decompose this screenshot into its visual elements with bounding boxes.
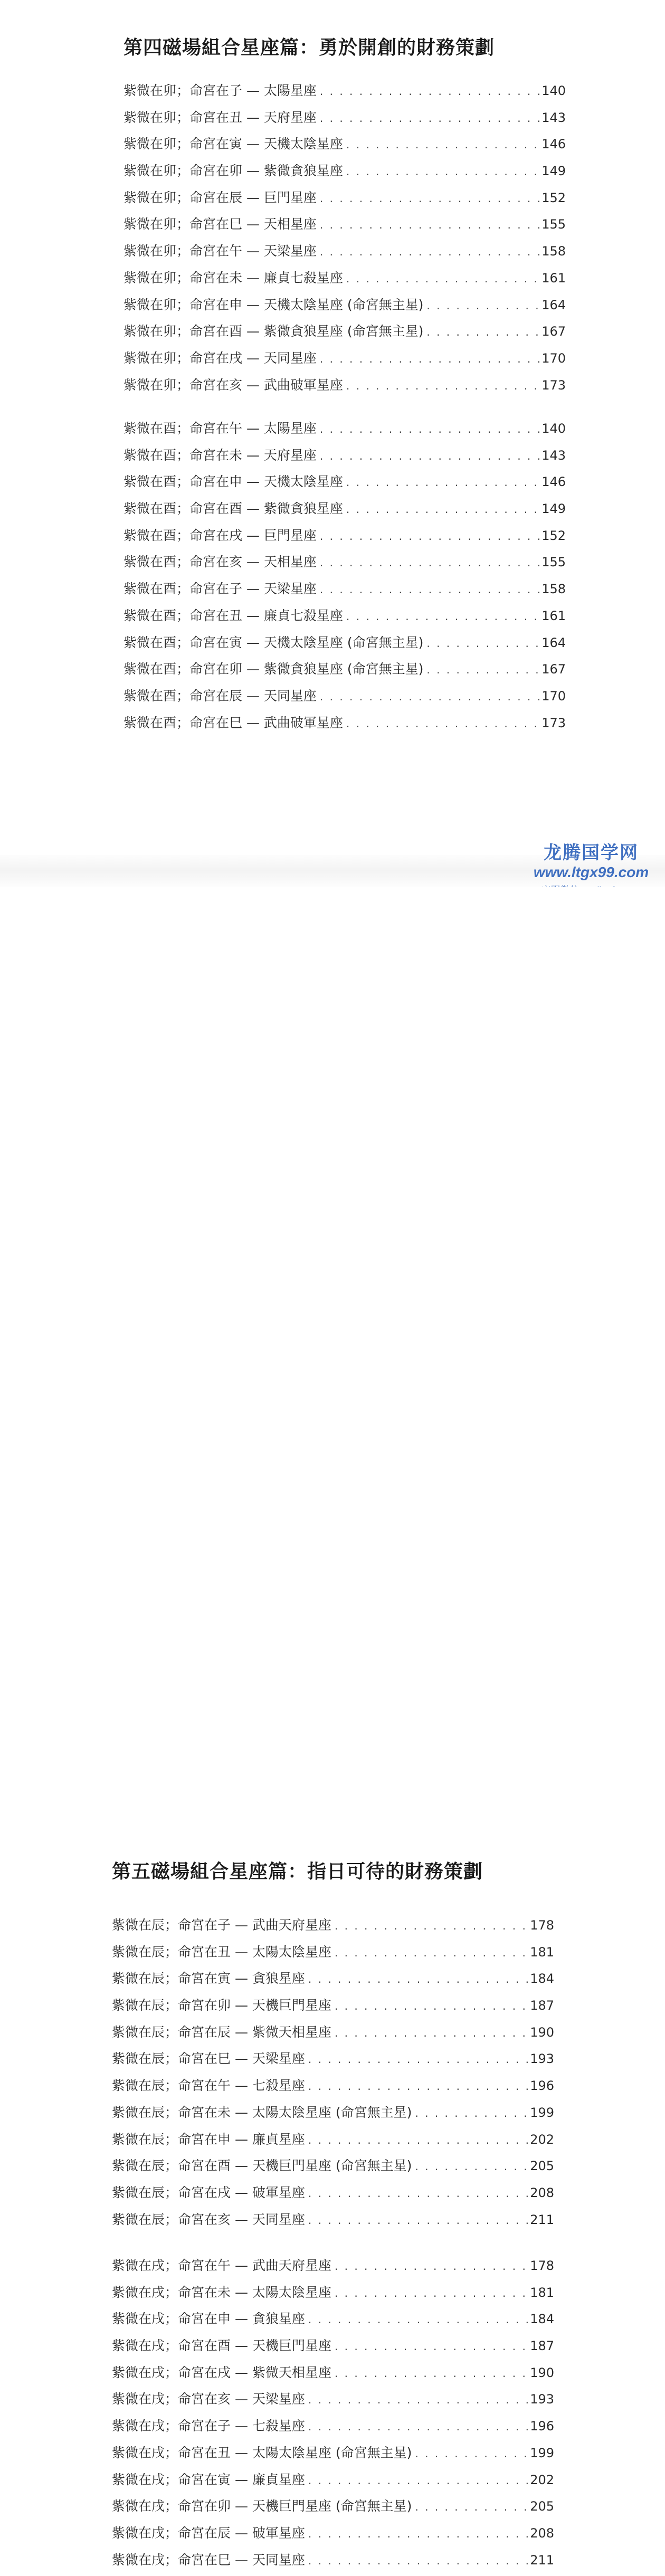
toc-list	[124, 80, 566, 401]
dot-leader	[320, 690, 539, 703]
dot-leader	[308, 2527, 528, 2540]
toc-page-number: 208	[530, 2525, 554, 2541]
toc-page-number: 155	[542, 555, 566, 570]
dot-leader	[320, 583, 539, 596]
toc-entry[interactable]	[124, 686, 566, 712]
toc-entry[interactable]	[124, 294, 566, 321]
toc-entry-title: 紫微在辰；命宮在丑 — 太陽太陰星座	[112, 1944, 331, 1960]
toc-entry[interactable]	[124, 321, 566, 348]
dot-leader	[308, 2420, 528, 2433]
dot-leader	[320, 192, 539, 205]
toc-page-number: 193	[530, 2051, 554, 2067]
dot-leader	[335, 2340, 528, 2353]
toc-page-number: 158	[542, 582, 566, 597]
toc-entry-title: 紫微在卯；命宮在丑 — 天府星座	[124, 109, 317, 125]
toc-entry-title: 紫微在戌；命宮在丑 — 太陽太陰星座 (命宮無主星)	[112, 2445, 412, 2460]
toc-entry-title: 紫微在酉；命宮在辰 — 天同星座	[124, 688, 317, 704]
toc-entry[interactable]	[112, 2308, 554, 2335]
toc-entry[interactable]	[124, 268, 566, 294]
toc-entry[interactable]	[112, 2129, 554, 2156]
toc-page-number: 184	[530, 1971, 554, 1986]
toc-page-number: 187	[530, 2339, 554, 2354]
toc-entry-title: 紫微在戌；命宮在午 — 武曲天府星座	[112, 2258, 331, 2273]
dot-leader	[346, 610, 539, 623]
toc-entry[interactable]	[124, 80, 566, 107]
toc-entry-title: 紫微在卯；命宮在寅 — 天機太陰星座	[124, 136, 343, 152]
dot-leader	[308, 2554, 528, 2567]
toc-page-number: 143	[542, 110, 566, 125]
dot-leader	[415, 2160, 528, 2173]
dot-leader	[335, 2027, 528, 2039]
toc-entry[interactable]	[124, 445, 566, 472]
toc-entry[interactable]	[124, 160, 566, 187]
toc-entry[interactable]	[112, 2155, 554, 2182]
toc-entry-title: 紫微在辰；命宮在酉 — 天機巨門星座 (命宮無主星)	[112, 2158, 412, 2174]
toc-entry-title: 紫微在戌；命宮在寅 — 廉貞星座	[112, 2472, 305, 2487]
dot-leader	[320, 530, 539, 543]
toc-entry-title: 紫微在卯；命宮在未 — 廉貞七殺星座	[124, 270, 343, 286]
toc-entry-title: 紫微在酉；命宮在丑 — 廉貞七殺星座	[124, 607, 343, 623]
dot-leader	[346, 717, 539, 730]
dot-leader	[320, 218, 539, 231]
toc-page-number: 149	[542, 501, 566, 517]
toc-page-number: 155	[542, 217, 566, 232]
toc-entry-title: 紫微在辰；命宮在午 — 七殺星座	[112, 2078, 305, 2094]
toc-page-number: 208	[530, 2185, 554, 2200]
toc-entry[interactable]	[124, 134, 566, 160]
toc-entry[interactable]	[112, 1942, 554, 1969]
dot-leader	[335, 2260, 528, 2273]
toc-entry-title: 紫微在戌；命宮在酉 — 天機巨門星座	[112, 2338, 331, 2354]
chapter-title: 第四磁場組合星座篇：勇於開創的財務策劃	[124, 37, 495, 59]
toc-page-number: 193	[530, 2392, 554, 2407]
dot-leader	[346, 165, 539, 178]
toc-entry-title: 紫微在戌；命宮在卯 — 天機巨門星座 (命宮無主星)	[112, 2498, 412, 2514]
toc-entry-title: 紫微在酉；命宮在巳 — 武曲破軍星座	[124, 715, 343, 730]
dot-leader	[335, 1919, 528, 1932]
toc-list	[112, 2255, 554, 2576]
toc-entry-title: 紫微在酉；命宮在午 — 太陽星座	[124, 421, 317, 436]
dot-leader	[320, 423, 539, 435]
toc-entry[interactable]	[112, 2075, 554, 2102]
dot-leader	[320, 85, 539, 98]
toc-page-number: 140	[542, 421, 566, 436]
toc-entry[interactable]	[124, 605, 566, 632]
toc-entry[interactable]	[124, 214, 566, 241]
toc-entry-title: 紫微在酉；命宮在未 — 天府星座	[124, 447, 317, 463]
toc-entry-title: 紫微在卯；命宮在午 — 天梁星座	[124, 243, 317, 259]
dot-leader	[320, 353, 539, 365]
toc-entry-title: 紫微在辰；命宮在巳 — 天梁星座	[112, 2051, 305, 2067]
toc-entry-title: 紫微在卯；命宮在酉 — 紫微貪狼星座 (命宮無主星)	[124, 324, 424, 339]
toc-entry[interactable]	[124, 498, 566, 525]
toc-entry-title: 紫微在卯；命宮在辰 — 巨門星座	[124, 189, 317, 205]
toc-page-number: 173	[542, 715, 566, 730]
toc-entry-title: 紫微在酉；命宮在戌 — 巨門星座	[124, 527, 317, 543]
toc-entry[interactable]	[124, 578, 566, 605]
toc-entry[interactable]	[112, 2416, 554, 2442]
dot-leader	[308, 2080, 528, 2093]
toc-page-number: 190	[530, 2365, 554, 2380]
dot-leader	[320, 245, 539, 258]
toc-page-2	[0, 887, 665, 2568]
toc-entry[interactable]	[112, 2182, 554, 2209]
dot-leader	[308, 2474, 528, 2487]
toc-entry-title: 紫微在辰；命宮在亥 — 天同星座	[112, 2211, 305, 2227]
toc-page-number: 167	[542, 324, 566, 339]
dot-leader	[308, 2214, 528, 2227]
toc-page-number: 181	[530, 2285, 554, 2300]
dot-leader	[426, 299, 539, 312]
toc-page-number: 170	[542, 688, 566, 704]
dot-leader	[320, 556, 539, 569]
toc-entry[interactable]	[112, 2209, 554, 2236]
toc-entry-title: 紫微在戌；命宮在巳 — 天同星座	[112, 2552, 305, 2568]
toc-entry[interactable]	[124, 418, 566, 445]
dot-leader	[346, 503, 539, 516]
toc-entry-title: 紫微在戌；命宮在辰 — 破軍星座	[112, 2525, 305, 2541]
toc-entry-title: 紫微在酉；命宮在卯 — 紫微貪狼星座 (命宮無主星)	[124, 661, 424, 677]
toc-page-number: 164	[542, 635, 566, 650]
toc-page-number: 178	[530, 1918, 554, 1933]
toc-entry-title: 紫微在酉；命宮在申 — 天機太陰星座	[124, 474, 343, 490]
toc-page-number: 167	[542, 662, 566, 677]
toc-page-number: 190	[530, 2024, 554, 2040]
toc-entry[interactable]	[112, 2362, 554, 2389]
toc-page-number: 146	[542, 474, 566, 490]
toc-entry-title: 紫微在辰；命宮在寅 — 貪狼星座	[112, 1971, 305, 1986]
toc-entry-title: 紫微在酉；命宮在寅 — 天機太陰星座 (命宮無主星)	[124, 634, 424, 650]
dot-leader	[346, 379, 539, 392]
toc-entry[interactable]	[124, 712, 566, 739]
toc-page-number: 211	[530, 2552, 554, 2568]
toc-page-number: 199	[530, 2445, 554, 2460]
toc-entry-title: 紫微在卯；命宮在申 — 天機太陰星座 (命宮無主星)	[124, 297, 424, 312]
toc-page-number: 149	[542, 164, 566, 179]
watermark-url: www.ltgx99.com	[533, 864, 649, 880]
toc-entry-title: 紫微在酉；命宮在子 — 天梁星座	[124, 581, 317, 597]
toc-entry[interactable]	[112, 2496, 554, 2523]
toc-entry[interactable]	[124, 107, 566, 134]
toc-entry[interactable]	[112, 2550, 554, 2576]
dot-leader	[308, 2134, 528, 2146]
toc-entry[interactable]	[124, 375, 566, 402]
dot-leader	[346, 476, 539, 489]
toc-page-number: 178	[530, 2258, 554, 2273]
toc-entry-title: 紫微在戌；命宮在未 — 太陽太陰星座	[112, 2284, 331, 2300]
toc-entry[interactable]	[112, 2335, 554, 2362]
toc-page-number: 211	[530, 2212, 554, 2227]
toc-list	[112, 1915, 554, 2236]
toc-page-number: 152	[542, 528, 566, 543]
dot-leader	[308, 1973, 528, 1985]
toc-entry-title: 紫微在酉；命宮在亥 — 天相星座	[124, 554, 317, 570]
toc-page-number: 170	[542, 350, 566, 366]
toc-page-number: 187	[530, 1998, 554, 2013]
toc-entry[interactable]	[124, 471, 566, 498]
toc-entry[interactable]	[124, 632, 566, 659]
toc-entry-title: 紫微在酉；命宮在酉 — 紫微貪狼星座	[124, 501, 343, 517]
toc-entry[interactable]	[112, 2022, 554, 2049]
toc-page-number: 158	[542, 244, 566, 259]
toc-entry[interactable]	[112, 1968, 554, 1995]
dot-leader	[426, 637, 539, 650]
toc-page-number: 196	[530, 2078, 554, 2094]
dot-leader	[308, 2313, 528, 2326]
watermark-name: 龙腾国学网	[544, 843, 639, 863]
toc-entry-title: 紫微在卯；命宮在卯 — 紫微貪狼星座	[124, 163, 343, 179]
toc-entry[interactable]	[112, 1995, 554, 2022]
toc-entry-title: 紫微在辰；命宮在申 — 廉貞星座	[112, 2131, 305, 2147]
toc-entry-title: 紫微在辰；命宮在卯 — 天機巨門星座	[112, 1998, 331, 2013]
toc-entry[interactable]	[124, 552, 566, 578]
toc-entry[interactable]	[112, 1915, 554, 1942]
toc-list	[124, 418, 566, 739]
dot-leader	[346, 272, 539, 285]
toc-page-number: 196	[530, 2419, 554, 2434]
dot-leader	[308, 2053, 528, 2066]
toc-entry-title: 紫微在卯；命宮在戌 — 天同星座	[124, 350, 317, 366]
toc-entry-title: 紫微在戌；命宮在子 — 七殺星座	[112, 2418, 305, 2434]
dot-leader	[308, 2393, 528, 2406]
dot-leader	[335, 2367, 528, 2380]
toc-page-number: 205	[530, 2159, 554, 2174]
toc-entry[interactable]	[112, 2523, 554, 2550]
toc-entry[interactable]	[112, 2048, 554, 2075]
dot-leader	[335, 2000, 528, 2012]
toc-entry[interactable]	[124, 241, 566, 268]
toc-entry-title: 紫微在戌；命宮在亥 — 天梁星座	[112, 2391, 305, 2407]
toc-page-number: 164	[542, 297, 566, 312]
toc-page-number: 146	[542, 137, 566, 152]
toc-entry-title: 紫微在卯；命宮在亥 — 武曲破軍星座	[124, 377, 343, 393]
toc-page-number: 184	[530, 2312, 554, 2327]
toc-entry[interactable]	[112, 2102, 554, 2129]
toc-entry-title: 紫微在辰；命宮在未 — 太陽太陰星座 (命宮無主星)	[112, 2104, 412, 2120]
toc-entry[interactable]	[112, 2442, 554, 2469]
dot-leader	[320, 112, 539, 125]
toc-page-number: 161	[542, 608, 566, 623]
toc-page-number: 202	[530, 2472, 554, 2487]
toc-entry-title: 紫微在卯；命宮在巳 — 天相星座	[124, 216, 317, 232]
chapter-title: 第五磁場組合星座篇：指日可待的財務策劃	[112, 1861, 483, 1883]
toc-page-number: 173	[542, 377, 566, 393]
toc-page-number: 181	[530, 1944, 554, 1960]
dot-leader	[346, 138, 539, 151]
toc-entry-title: 紫微在辰；命宮在辰 — 紫微天相星座	[112, 2024, 331, 2040]
toc-entry-title: 紫微在戌；命宮在戌 — 紫微天相星座	[112, 2364, 331, 2380]
toc-entry[interactable]	[124, 187, 566, 214]
toc-entry-title: 紫微在辰；命宮在子 — 武曲天府星座	[112, 1917, 331, 1933]
dot-leader	[415, 2501, 528, 2513]
dot-leader	[426, 663, 539, 676]
toc-page-number: 202	[530, 2132, 554, 2147]
toc-entry[interactable]	[124, 348, 566, 375]
toc-page-number: 143	[542, 448, 566, 463]
toc-page-number: 161	[542, 270, 566, 286]
toc-entry[interactable]	[112, 2469, 554, 2496]
dot-leader	[335, 1946, 528, 1959]
toc-entry[interactable]	[112, 2255, 554, 2282]
toc-entry[interactable]	[112, 2282, 554, 2309]
toc-entry[interactable]	[124, 659, 566, 686]
toc-page-number: 152	[542, 190, 566, 205]
toc-page-number: 140	[542, 83, 566, 98]
dot-leader	[320, 450, 539, 462]
dot-leader	[426, 326, 539, 338]
toc-entry-title: 紫微在辰；命宮在戌 — 破軍星座	[112, 2184, 305, 2200]
toc-page-number: 205	[530, 2499, 554, 2514]
toc-entry-title: 紫微在戌；命宮在申 — 貪狼星座	[112, 2311, 305, 2327]
toc-page-1	[0, 0, 665, 855]
dot-leader	[415, 2447, 528, 2460]
dot-leader	[335, 2287, 528, 2299]
toc-entry-title: 紫微在卯；命宮在子 — 太陽星座	[124, 83, 317, 98]
toc-entry[interactable]	[124, 525, 566, 552]
toc-page-number: 199	[530, 2105, 554, 2120]
dot-leader	[308, 2187, 528, 2200]
dot-leader	[415, 2107, 528, 2119]
toc-entry[interactable]	[112, 2389, 554, 2416]
